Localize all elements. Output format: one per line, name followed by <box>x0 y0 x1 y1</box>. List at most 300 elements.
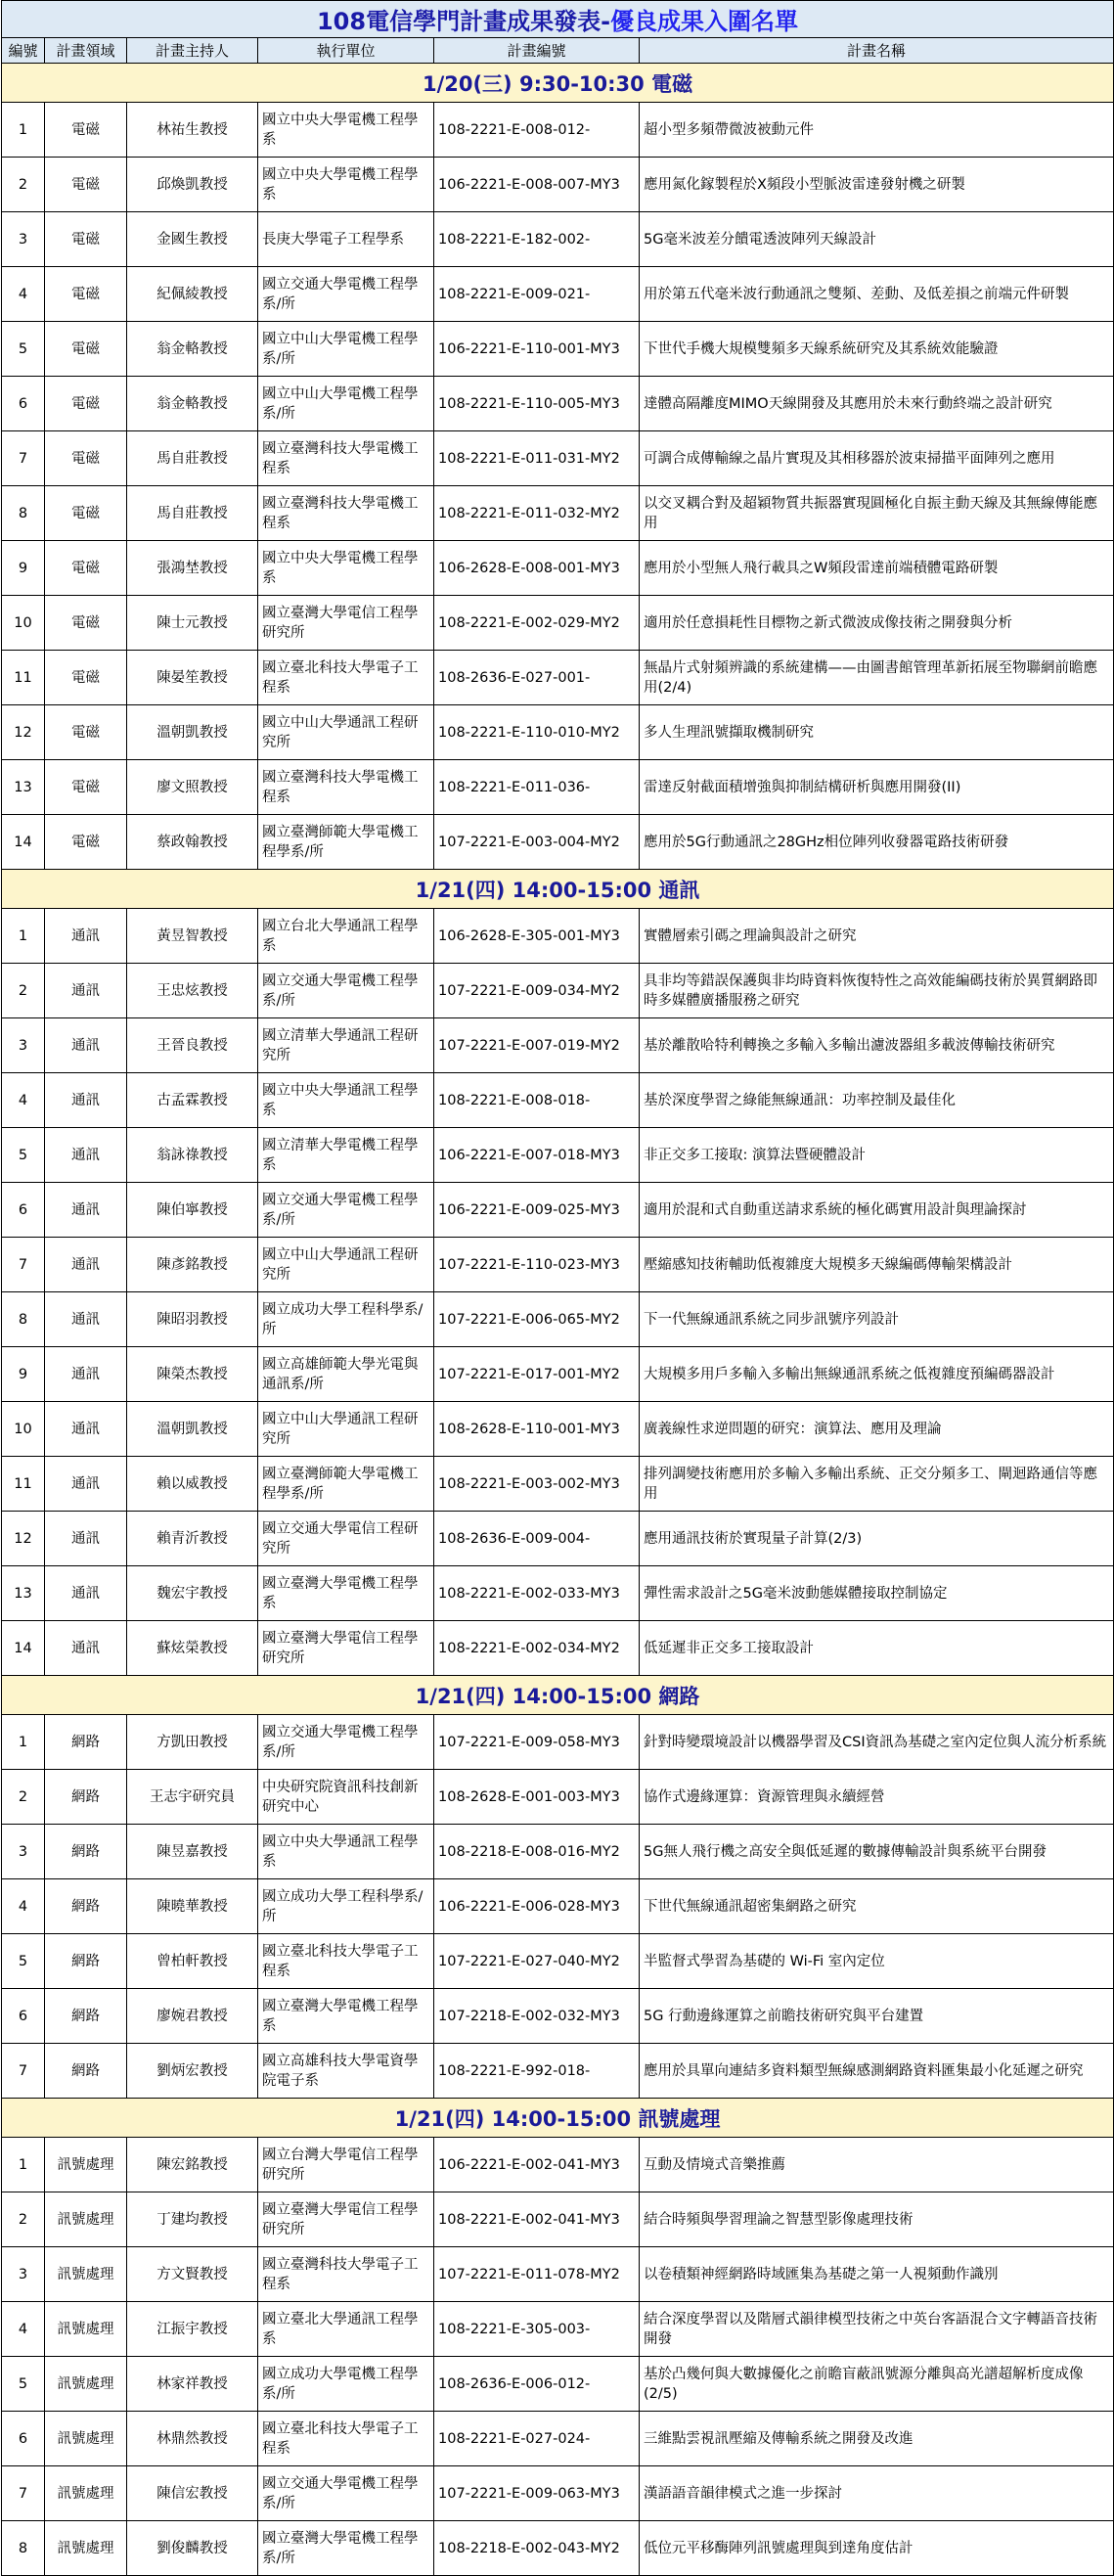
cell-no: 3 <box>2 2247 45 2302</box>
title-highlight: 優良成果入圍名單 <box>610 8 799 35</box>
cell-pi: 陳昭羽教授 <box>127 1292 258 1347</box>
cell-pi: 邱煥凱教授 <box>127 158 258 212</box>
header-row <box>2 38 1114 64</box>
table-row <box>2 1128 1114 1183</box>
cell-pi: 馬自莊教授 <box>127 431 258 486</box>
cell-code: 107-2221-E-027-040-MY2 <box>434 1934 640 1989</box>
section-heading-row <box>2 1676 1114 1715</box>
cell-unit: 國立臺北科技大學電子工程系 <box>258 651 434 705</box>
cell-name: 應用通訊技術於實現量子計算(2/3) <box>640 1512 1114 1566</box>
cell-field: 電磁 <box>45 212 127 267</box>
cell-field: 網路 <box>45 1989 127 2044</box>
table-row <box>2 1934 1114 1989</box>
cell-field: 電磁 <box>45 431 127 486</box>
cell-unit: 國立臺灣師範大學電機工程學系/所 <box>258 1457 434 1512</box>
cell-field: 電磁 <box>45 705 127 760</box>
table-row <box>2 2357 1114 2412</box>
cell-code: 108-2221-E-002-029-MY2 <box>434 596 640 651</box>
cell-code: 108-2628-E-001-003-MY3 <box>434 1770 640 1825</box>
table-row <box>2 2044 1114 2099</box>
table-row <box>2 1770 1114 1825</box>
cell-unit: 國立臺北大學通訊工程學系 <box>258 2302 434 2357</box>
header-pi: 計畫主持人 <box>127 38 258 64</box>
cell-pi: 陳榮杰教授 <box>127 1347 258 1402</box>
cell-code: 108-2628-E-110-001-MY3 <box>434 1402 640 1457</box>
header-field: 計畫領域 <box>45 38 127 64</box>
cell-code: 108-2221-E-011-036- <box>434 760 640 815</box>
cell-unit: 國立臺北科技大學電子工程系 <box>258 2412 434 2466</box>
cell-pi: 蘇炫榮教授 <box>127 1621 258 1676</box>
table-row <box>2 1402 1114 1457</box>
cell-no: 6 <box>2 377 45 431</box>
cell-field: 通訊 <box>45 1018 127 1073</box>
table-row <box>2 1292 1114 1347</box>
cell-unit: 國立成功大學電機工程學系/所 <box>258 2357 434 2412</box>
table-row <box>2 964 1114 1018</box>
table-row <box>2 1018 1114 1073</box>
cell-pi: 王忠炫教授 <box>127 964 258 1018</box>
cell-field: 訊號處理 <box>45 2247 127 2302</box>
cell-name: 可調合成傳輸線之晶片實現及其相移器於波束掃描平面陣列之應用 <box>640 431 1114 486</box>
cell-unit: 國立成功大學工程科學系/所 <box>258 1292 434 1347</box>
cell-code: 108-2221-E-305-003- <box>434 2302 640 2357</box>
results-table <box>1 0 1114 2576</box>
cell-field: 訊號處理 <box>45 2302 127 2357</box>
cell-no: 3 <box>2 212 45 267</box>
cell-unit: 國立臺灣大學電機工程學系/所 <box>258 2521 434 2576</box>
cell-name: 三維點雲視訊壓縮及傳輸系統之開發及改進 <box>640 2412 1114 2466</box>
cell-name: 下世代手機大規模雙頻多天線系統研究及其系統效能驗證 <box>640 322 1114 377</box>
cell-name: 達體高隔離度MIMO天線開發及其應用於未來行動終端之設計研究 <box>640 377 1114 431</box>
table-row <box>2 1512 1114 1566</box>
cell-unit: 國立中山大學通訊工程研究所 <box>258 1402 434 1457</box>
cell-field: 通訊 <box>45 1566 127 1621</box>
cell-name: 應用於具單向連結多資料類型無線感測網路資料匯集最小化延遲之研究 <box>640 2044 1114 2099</box>
cell-no: 8 <box>2 486 45 541</box>
cell-pi: 林祐生教授 <box>127 103 258 158</box>
section-heading: 1/21(四) 14:00-15:00 通訊 <box>2 870 1114 909</box>
cell-code: 108-2221-E-011-032-MY2 <box>434 486 640 541</box>
cell-unit: 國立臺灣大學電機工程學系 <box>258 1989 434 2044</box>
cell-pi: 馬自莊教授 <box>127 486 258 541</box>
cell-unit: 國立交通大學電機工程學系/所 <box>258 964 434 1018</box>
cell-code: 106-2628-E-008-001-MY3 <box>434 541 640 596</box>
cell-no: 12 <box>2 705 45 760</box>
cell-no: 5 <box>2 1934 45 1989</box>
cell-pi: 陳曉華教授 <box>127 1879 258 1934</box>
cell-no: 7 <box>2 1238 45 1292</box>
cell-no: 11 <box>2 651 45 705</box>
cell-no: 5 <box>2 322 45 377</box>
cell-no: 2 <box>2 1770 45 1825</box>
cell-name: 結合時頻與學習理論之智慧型影像處理技術 <box>640 2192 1114 2247</box>
cell-name: 雷達反射截面積增強與抑制結構研析與應用開發(II) <box>640 760 1114 815</box>
cell-unit: 國立中央大學電機工程學系 <box>258 541 434 596</box>
cell-name: 多人生理訊號擷取機制研究 <box>640 705 1114 760</box>
section-heading: 1/21(四) 14:00-15:00 訊號處理 <box>2 2099 1114 2138</box>
cell-name: 應用於小型無人飛行載具之W頻段雷達前端積體電路研製 <box>640 541 1114 596</box>
cell-pi: 黃昱智教授 <box>127 909 258 964</box>
cell-name: 下世代無線通訊超密集網路之研究 <box>640 1879 1114 1934</box>
cell-unit: 國立清華大學電機工程學系 <box>258 1128 434 1183</box>
table-row <box>2 267 1114 322</box>
cell-field: 電磁 <box>45 760 127 815</box>
cell-name: 適用於混和式自動重送請求系統的極化碼實用設計與理論探討 <box>640 1183 1114 1238</box>
cell-no: 4 <box>2 2302 45 2357</box>
cell-unit: 國立中央大學電機工程學系 <box>258 158 434 212</box>
cell-pi: 張鴻埜教授 <box>127 541 258 596</box>
cell-name: 5G無人飛行機之高安全與低延遲的數據傳輸設計與系統平台開發 <box>640 1825 1114 1879</box>
cell-no: 2 <box>2 158 45 212</box>
cell-unit: 國立臺灣科技大學電機工程系 <box>258 486 434 541</box>
table-row <box>2 2412 1114 2466</box>
table-row <box>2 1879 1114 1934</box>
cell-pi: 賴青沂教授 <box>127 1512 258 1566</box>
table-row <box>2 1347 1114 1402</box>
cell-no: 7 <box>2 431 45 486</box>
table-row <box>2 815 1114 870</box>
cell-field: 通訊 <box>45 1347 127 1402</box>
cell-pi: 王志宇研究員 <box>127 1770 258 1825</box>
cell-no: 10 <box>2 1402 45 1457</box>
cell-code: 108-2221-E-009-021- <box>434 267 640 322</box>
cell-name: 基於離散哈特利轉換之多輸入多輸出濾波器組多載波傳輸技術研究 <box>640 1018 1114 1073</box>
cell-unit: 國立臺灣師範大學電機工程學系/所 <box>258 815 434 870</box>
cell-field: 電磁 <box>45 267 127 322</box>
cell-no: 6 <box>2 1989 45 2044</box>
cell-code: 108-2218-E-008-016-MY2 <box>434 1825 640 1879</box>
cell-unit: 國立臺灣科技大學電機工程系 <box>258 431 434 486</box>
cell-code: 108-2221-E-002-033-MY3 <box>434 1566 640 1621</box>
table-row <box>2 322 1114 377</box>
cell-code: 107-2221-E-009-063-MY3 <box>434 2466 640 2521</box>
cell-pi: 古孟霖教授 <box>127 1073 258 1128</box>
cell-field: 訊號處理 <box>45 2466 127 2521</box>
table-row <box>2 1825 1114 1879</box>
table-row <box>2 1238 1114 1292</box>
cell-name: 排列調變技術應用於多輸入多輸出系統、正交分頻多工、閘迴路通信等應用 <box>640 1457 1114 1512</box>
cell-no: 5 <box>2 1128 45 1183</box>
cell-unit: 國立台北大學通訊工程學系 <box>258 909 434 964</box>
cell-field: 通訊 <box>45 964 127 1018</box>
cell-pi: 翁金輅教授 <box>127 377 258 431</box>
cell-name: 應用氮化鎵製程於X頻段小型脈波雷達發射機之研製 <box>640 158 1114 212</box>
cell-name: 漢語語音韻律模式之進一步探討 <box>640 2466 1114 2521</box>
cell-pi: 劉炳宏教授 <box>127 2044 258 2099</box>
cell-unit: 國立高雄科技大學電資學院電子系 <box>258 2044 434 2099</box>
cell-field: 電磁 <box>45 103 127 158</box>
cell-unit: 國立清華大學通訊工程研究所 <box>258 1018 434 1073</box>
cell-name: 低位元平移酶陣列訊號處理與到達角度估計 <box>640 2521 1114 2576</box>
cell-field: 通訊 <box>45 1402 127 1457</box>
cell-code: 108-2221-E-002-034-MY2 <box>434 1621 640 1676</box>
table-row <box>2 2192 1114 2247</box>
cell-no: 12 <box>2 1512 45 1566</box>
cell-unit: 國立臺灣大學電信工程學研究所 <box>258 596 434 651</box>
cell-pi: 廖文照教授 <box>127 760 258 815</box>
cell-pi: 曾柏軒教授 <box>127 1934 258 1989</box>
cell-code: 108-2221-E-182-002- <box>434 212 640 267</box>
cell-name: 實體層索引碼之理論與設計之研究 <box>640 909 1114 964</box>
table-row <box>2 486 1114 541</box>
cell-code: 108-2221-E-110-010-MY2 <box>434 705 640 760</box>
cell-name: 下一代無線通訊系統之同步訊號序列設計 <box>640 1292 1114 1347</box>
cell-code: 107-2221-E-006-065-MY2 <box>434 1292 640 1347</box>
table-row <box>2 103 1114 158</box>
cell-name: 5G毫米波差分饋電透波陣列天線設計 <box>640 212 1114 267</box>
cell-unit: 國立交通大學電機工程學系/所 <box>258 1715 434 1770</box>
table-row <box>2 1715 1114 1770</box>
cell-pi: 江振宇教授 <box>127 2302 258 2357</box>
cell-code: 108-2221-E-008-018- <box>434 1073 640 1128</box>
cell-name: 壓縮感知技術輔助低複雜度大規模多天線編碼傳輸架構設計 <box>640 1238 1114 1292</box>
cell-pi: 翁金輅教授 <box>127 322 258 377</box>
cell-no: 13 <box>2 1566 45 1621</box>
cell-no: 10 <box>2 596 45 651</box>
cell-name: 5G 行動邊緣運算之前瞻技術研究與平台建置 <box>640 1989 1114 2044</box>
cell-field: 通訊 <box>45 1457 127 1512</box>
table-row <box>2 2302 1114 2357</box>
cell-unit: 國立中山大學電機工程學系/所 <box>258 322 434 377</box>
cell-code: 107-2221-E-017-001-MY2 <box>434 1347 640 1402</box>
cell-name: 半監督式學習為基礎的 Wi-Fi 室內定位 <box>640 1934 1114 1989</box>
cell-unit: 國立中央大學電機工程學系 <box>258 103 434 158</box>
cell-field: 通訊 <box>45 909 127 964</box>
cell-pi: 溫朝凱教授 <box>127 705 258 760</box>
cell-unit: 國立高雄師範大學光電與通訊系/所 <box>258 1347 434 1402</box>
cell-field: 通訊 <box>45 1621 127 1676</box>
cell-name: 基於深度學習之綠能無線通訊：功率控制及最佳化 <box>640 1073 1114 1128</box>
cell-unit: 國立臺北科技大學電子工程系 <box>258 1934 434 1989</box>
cell-code: 106-2628-E-305-001-MY3 <box>434 909 640 964</box>
table-row <box>2 2247 1114 2302</box>
cell-name: 基於凸幾何與大數據優化之前瞻盲蔽訊號源分離與高光譜超解析度成像(2/5) <box>640 2357 1114 2412</box>
cell-unit: 中央研究院資訊科技創新研究中心 <box>258 1770 434 1825</box>
title-year: 108 <box>316 8 367 35</box>
table-row <box>2 158 1114 212</box>
cell-name: 互動及情境式音樂推薦 <box>640 2138 1114 2192</box>
section-heading: 1/20(三) 9:30-10:30 電磁 <box>2 64 1114 103</box>
cell-name: 適用於任意損耗性目標物之新式微波成像技術之開發與分析 <box>640 596 1114 651</box>
cell-unit: 國立交通大學電機工程學系/所 <box>258 1183 434 1238</box>
cell-name: 應用於5G行動通訊之28GHz相位陣列收發器電路技術研發 <box>640 815 1114 870</box>
cell-code: 108-2221-E-002-041-MY3 <box>434 2192 640 2247</box>
cell-name: 非正交多工接取: 演算法暨硬體設計 <box>640 1128 1114 1183</box>
cell-no: 2 <box>2 2192 45 2247</box>
cell-unit: 國立臺灣大學電機工程學系 <box>258 1566 434 1621</box>
cell-pi: 陳宏銘教授 <box>127 2138 258 2192</box>
cell-pi: 陳晏笙教授 <box>127 651 258 705</box>
cell-no: 5 <box>2 2357 45 2412</box>
cell-field: 訊號處理 <box>45 2357 127 2412</box>
cell-field: 網路 <box>45 1879 127 1934</box>
cell-no: 13 <box>2 760 45 815</box>
cell-code: 106-2221-E-007-018-MY3 <box>434 1128 640 1183</box>
cell-pi: 金國生教授 <box>127 212 258 267</box>
cell-name: 低延遲非正交多工接取設計 <box>640 1621 1114 1676</box>
header-unit: 執行單位 <box>258 38 434 64</box>
table-row <box>2 212 1114 267</box>
cell-unit: 國立成功大學工程科學系/所 <box>258 1879 434 1934</box>
cell-unit: 國立中央大學通訊工程學系 <box>258 1825 434 1879</box>
cell-field: 通訊 <box>45 1512 127 1566</box>
cell-field: 網路 <box>45 1825 127 1879</box>
section-heading-row <box>2 870 1114 909</box>
table-row <box>2 651 1114 705</box>
table-row <box>2 1457 1114 1512</box>
cell-code: 107-2221-E-009-058-MY3 <box>434 1715 640 1770</box>
cell-code: 107-2221-E-110-023-MY3 <box>434 1238 640 1292</box>
cell-pi: 陳士元教授 <box>127 596 258 651</box>
cell-no: 8 <box>2 2521 45 2576</box>
table-row <box>2 1566 1114 1621</box>
cell-pi: 陳彥銘教授 <box>127 1238 258 1292</box>
cell-unit: 國立臺灣科技大學電機工程系 <box>258 760 434 815</box>
cell-code: 108-2636-E-027-001- <box>434 651 640 705</box>
cell-pi: 賴以威教授 <box>127 1457 258 1512</box>
header-name: 計畫名稱 <box>640 38 1114 64</box>
cell-code: 107-2221-E-003-004-MY2 <box>434 815 640 870</box>
cell-no: 14 <box>2 1621 45 1676</box>
cell-no: 1 <box>2 909 45 964</box>
cell-pi: 翁詠祿教授 <box>127 1128 258 1183</box>
cell-no: 4 <box>2 267 45 322</box>
cell-unit: 國立台灣大學電信工程學研究所 <box>258 2138 434 2192</box>
cell-code: 108-2221-E-011-031-MY2 <box>434 431 640 486</box>
cell-unit: 國立中山大學通訊工程研究所 <box>258 1238 434 1292</box>
cell-code: 108-2636-E-009-004- <box>434 1512 640 1566</box>
cell-code: 106-2221-E-002-041-MY3 <box>434 2138 640 2192</box>
cell-code: 107-2221-E-007-019-MY2 <box>434 1018 640 1073</box>
cell-no: 6 <box>2 2412 45 2466</box>
cell-no: 7 <box>2 2466 45 2521</box>
cell-field: 網路 <box>45 1934 127 1989</box>
cell-field: 網路 <box>45 2044 127 2099</box>
table-row <box>2 2521 1114 2576</box>
cell-code: 108-2221-E-110-005-MY3 <box>434 377 640 431</box>
cell-no: 9 <box>2 1347 45 1402</box>
cell-code: 107-2218-E-002-032-MY3 <box>434 1989 640 2044</box>
cell-field: 電磁 <box>45 322 127 377</box>
header-code: 計畫編號 <box>434 38 640 64</box>
cell-unit: 國立中山大學通訊工程研究所 <box>258 705 434 760</box>
cell-name: 結合深度學習以及階層式韻律模型技術之中英台客語混合文字轉語音技術開發 <box>640 2302 1114 2357</box>
cell-pi: 方文賢教授 <box>127 2247 258 2302</box>
cell-no: 1 <box>2 1715 45 1770</box>
cell-field: 電磁 <box>45 486 127 541</box>
cell-name: 針對時變環境設計以機器學習及CSI資訊為基礎之室內定位與人流分析系統 <box>640 1715 1114 1770</box>
cell-unit: 國立中央大學通訊工程學系 <box>258 1073 434 1128</box>
cell-field: 通訊 <box>45 1073 127 1128</box>
cell-no: 9 <box>2 541 45 596</box>
cell-pi: 魏宏宇教授 <box>127 1566 258 1621</box>
cell-code: 106-2221-E-009-025-MY3 <box>434 1183 640 1238</box>
cell-code: 108-2221-E-008-012- <box>434 103 640 158</box>
cell-no: 8 <box>2 1292 45 1347</box>
table-row <box>2 431 1114 486</box>
cell-pi: 陳信宏教授 <box>127 2466 258 2521</box>
cell-field: 電磁 <box>45 815 127 870</box>
title-main: 電信學門計畫成果發表- <box>366 8 611 35</box>
cell-code: 107-2221-E-009-034-MY2 <box>434 964 640 1018</box>
table-row <box>2 1621 1114 1676</box>
section-heading-row <box>2 2099 1114 2138</box>
table-row <box>2 2138 1114 2192</box>
cell-code: 106-2221-E-008-007-MY3 <box>434 158 640 212</box>
cell-no: 11 <box>2 1457 45 1512</box>
table-row <box>2 1073 1114 1128</box>
cell-pi: 廖婉君教授 <box>127 1989 258 2044</box>
cell-name: 以交叉耦合對及超穎物質共振器實現圓極化自振主動天線及其無線傳能應用 <box>640 486 1114 541</box>
cell-no: 14 <box>2 815 45 870</box>
cell-pi: 林家祥教授 <box>127 2357 258 2412</box>
cell-field: 通訊 <box>45 1128 127 1183</box>
cell-code: 107-2221-E-011-078-MY2 <box>434 2247 640 2302</box>
cell-field: 訊號處理 <box>45 2192 127 2247</box>
cell-field: 訊號處理 <box>45 2138 127 2192</box>
cell-field: 通訊 <box>45 1292 127 1347</box>
cell-pi: 劉俊麟教授 <box>127 2521 258 2576</box>
cell-unit: 國立臺灣大學電信工程學研究所 <box>258 2192 434 2247</box>
results-table-body <box>2 1 1114 2576</box>
cell-pi: 陳昱嘉教授 <box>127 1825 258 1879</box>
cell-name: 廣義線性求逆問題的研究：演算法、應用及理論 <box>640 1402 1114 1457</box>
cell-field: 通訊 <box>45 1183 127 1238</box>
cell-pi: 溫朝凱教授 <box>127 1402 258 1457</box>
cell-name: 以卷積類神經網路時域匯集為基礎之第一人視頻動作識別 <box>640 2247 1114 2302</box>
cell-code: 108-2636-E-006-012- <box>434 2357 640 2412</box>
table-row <box>2 1183 1114 1238</box>
cell-field: 電磁 <box>45 596 127 651</box>
table-row <box>2 909 1114 964</box>
table-row <box>2 1989 1114 2044</box>
cell-pi: 蔡政翰教授 <box>127 815 258 870</box>
cell-name: 用於第五代毫米波行動通訊之雙頻、差動、及低差損之前端元件研製 <box>640 267 1114 322</box>
section-heading-row <box>2 64 1114 103</box>
cell-unit: 國立臺灣大學電信工程學研究所 <box>258 1621 434 1676</box>
cell-code: 106-2221-E-006-028-MY3 <box>434 1879 640 1934</box>
table-row <box>2 377 1114 431</box>
cell-no: 3 <box>2 1018 45 1073</box>
cell-code: 108-2221-E-027-024- <box>434 2412 640 2466</box>
cell-field: 網路 <box>45 1715 127 1770</box>
cell-code: 108-2221-E-992-018- <box>434 2044 640 2099</box>
table-row <box>2 541 1114 596</box>
table-row <box>2 705 1114 760</box>
cell-field: 電磁 <box>45 158 127 212</box>
cell-field: 電磁 <box>45 541 127 596</box>
title-row <box>2 1 1114 38</box>
cell-name: 具非均等錯誤保護與非均時資料恢復特性之高效能編碼技術於異質網路即時多媒體廣播服務之研究 <box>640 964 1114 1018</box>
cell-unit: 國立中山大學電機工程學系/所 <box>258 377 434 431</box>
cell-code: 108-2218-E-002-043-MY2 <box>434 2521 640 2576</box>
cell-pi: 王晉良教授 <box>127 1018 258 1073</box>
header-no: 編號 <box>2 38 45 64</box>
cell-name: 無晶片式射頻辨識的系統建構——由圖書館管理革新拓展至物聯網前瞻應用(2/4) <box>640 651 1114 705</box>
cell-name: 大規模多用戶多輸入多輸出無線通訊系統之低複雜度預編碼器設計 <box>640 1347 1114 1402</box>
cell-unit: 國立交通大學電信工程研究所 <box>258 1512 434 1566</box>
cell-field: 通訊 <box>45 1238 127 1292</box>
cell-no: 4 <box>2 1879 45 1934</box>
cell-unit: 國立交通大學電機工程學系/所 <box>258 267 434 322</box>
page-title <box>2 1 1114 38</box>
cell-code: 108-2221-E-003-002-MY3 <box>434 1457 640 1512</box>
cell-no: 6 <box>2 1183 45 1238</box>
cell-pi: 丁建均教授 <box>127 2192 258 2247</box>
cell-no: 2 <box>2 964 45 1018</box>
cell-name: 協作式邊緣運算：資源管理與永續經營 <box>640 1770 1114 1825</box>
table-row <box>2 2466 1114 2521</box>
